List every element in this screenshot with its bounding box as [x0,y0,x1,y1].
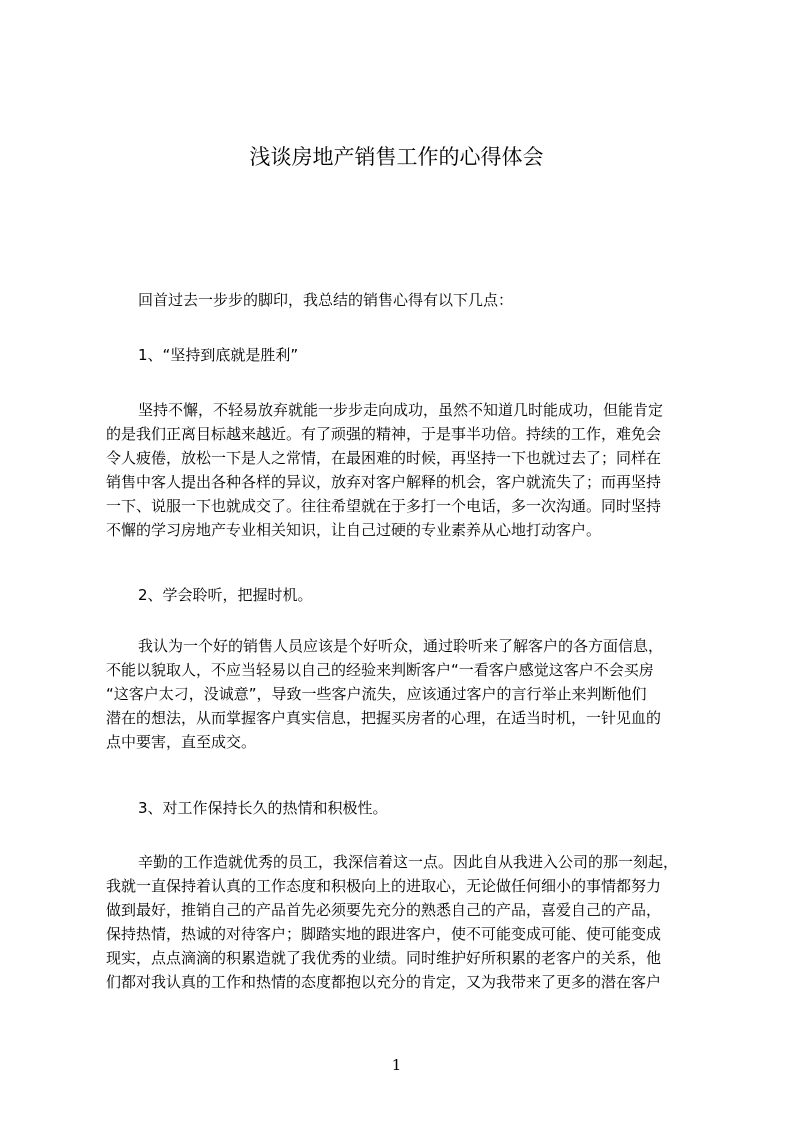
paragraph-line: 的是我们正离目标越来越近。有了顽强的精神，于是事半功倍。持续的工作，难免会 [106,425,662,443]
paragraph-line: 我认为一个好的销售人员应该是个好听众，通过聆听来了解客户的各方面信息， [138,637,664,655]
paragraph-line: 们都对我认真的工作和热情的态度都抱以充分的肯定，又为我带来了更多的潜在客户 [106,973,662,991]
paragraph-line: 令人疲倦，放松一下是人之常情，在最困难的时候，再坚持一下也就过去了；同样在 [106,449,662,467]
section-paragraph-3 [106,850,712,994]
page-number: 1 [391,1056,402,1074]
paragraph-line: 不懈的学习房地产专业相关知识，让自己过硬的专业素养从心地打动客户。 [106,521,602,539]
paragraph-line: 潜在的想法，从而掌握客户真实信息，把握买房者的心理，在适当时机，一针见血的 [106,709,662,727]
paragraph-line: 销售中客人提出各种各样的异议，放弃对客户解释的机会，客户就流失了；而再坚持 [106,473,662,491]
paragraph-line: 坚持不懈，不轻易放弃就能一步步走向成功，虽然不知道几时能成功，但能肯定 [138,401,664,419]
paragraph-line: 点中要害，直至成交。 [106,733,257,751]
document-title: 浅谈房地产销售工作的心得体会 [249,145,544,169]
section-heading-1: 1、“坚持到底就是胜利” [138,346,299,364]
paragraph-line: 辛勤的工作造就优秀的员工，我深信着这一点。因此自从我进入公司的那一刻起， [138,853,679,871]
section-heading-2: 2、学会聆听，把握时机。 [138,586,313,604]
paragraph-line: “这客户太刁，没诚意”，导致一些客户流失，应该通过客户的言行举止来判断他们 [106,685,647,703]
paragraph-line: 我就一直保持着认真的工作态度和积极向上的进取心，无论做任何细小的事情都努力 [106,877,662,895]
paragraph-line: 现实，点点滴滴的积累造就了我优秀的业绩。同时维护好所积累的老客户的关系，他 [106,949,662,967]
paragraph-line: 做到最好，推销自己的产品首先必须要先充分的熟悉自己的产品，喜爱自己的产品， [106,901,662,919]
section-heading-3: 3、对工作保持长久的热情和积极性。 [138,799,388,817]
section-paragraph-1 [106,398,712,542]
section-paragraph-2 [106,634,712,754]
paragraph-line: 一下、说服一下也就成交了。往往希望就在于多打一个电话，多一次沟通。同时坚持 [106,497,662,515]
intro-paragraph: 回首过去一步步的脚印，我总结的销售心得有以下几点： [138,291,514,309]
paragraph-line: 不能以貌取人，不应当轻易以自己的经验来判断客户“一看客户感觉这客户不会买房 [106,661,654,679]
paragraph-line: 保持热情，热诚的对待客户；脚踏实地的跟进客户，使不可能变成可能、使可能变成 [106,925,662,943]
